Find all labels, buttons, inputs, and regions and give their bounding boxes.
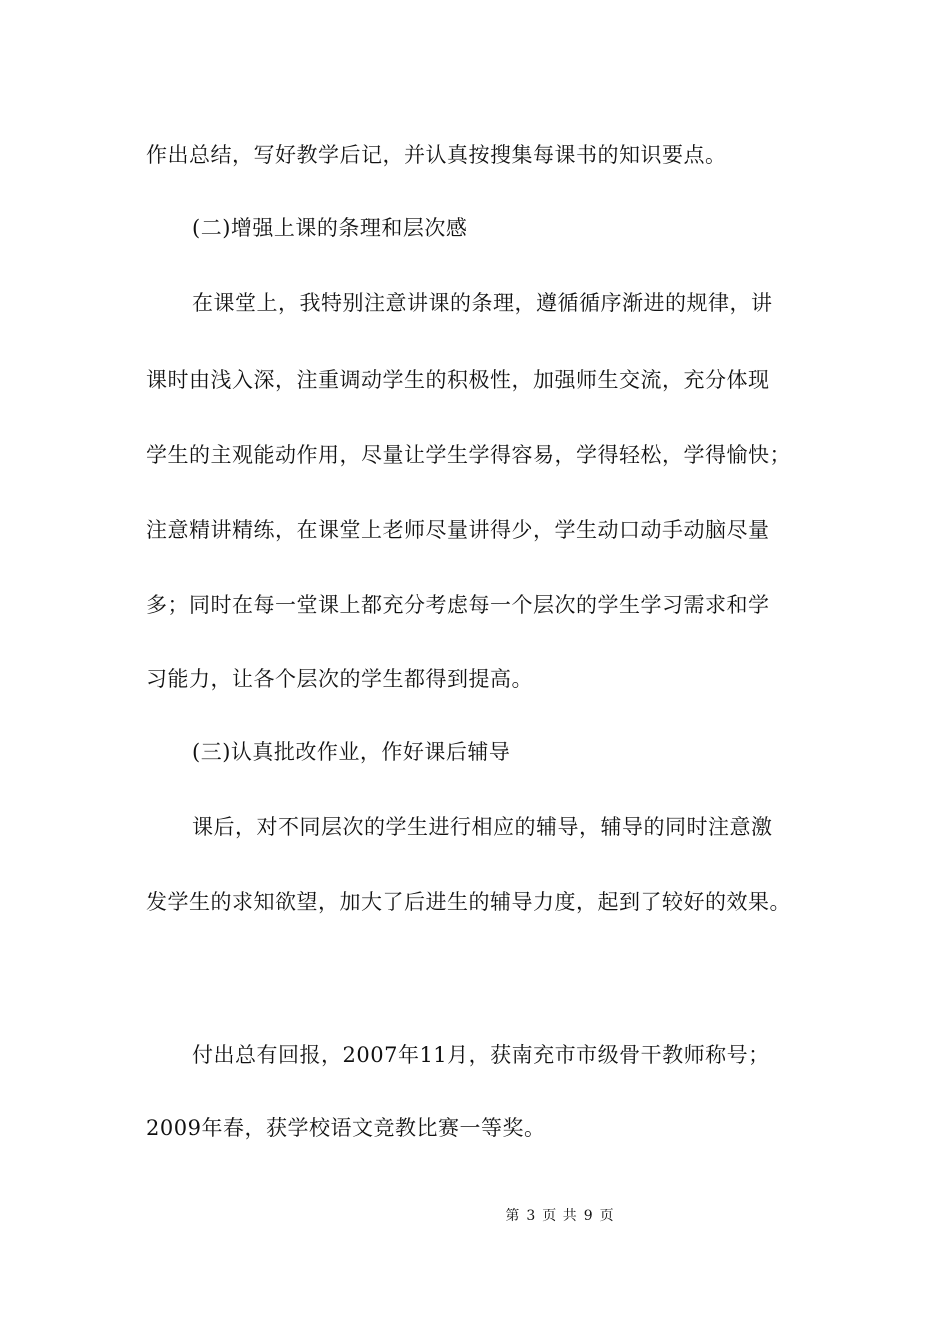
- page-number-footer: [0, 1206, 950, 1226]
- paragraph-line-7: 多；同时在每一堂课上都充分考虑每一个层次的学生学习需求和学: [146, 593, 770, 617]
- paragraph-line-10: 课后，对不同层次的学生进行相应的辅导，辅导的同时注意激: [192, 815, 773, 839]
- paragraph-line-3: 在课堂上，我特别注意讲课的条理，遵循循序渐进的规律，讲: [192, 291, 773, 315]
- paragraph-line-1: 作出总结，写好教学后记，并认真按搜集每课书的知识要点。: [146, 143, 727, 167]
- paragraph-line-6: 注意精讲精练，在课堂上老师尽量讲得少，学生动口动手动脑尽量: [146, 518, 770, 542]
- footer-suffix: 页: [599, 1208, 615, 1224]
- footer-current-page: 3: [526, 1208, 537, 1224]
- paragraph-line-4: 课时由浅入深，注重调动学生的积极性，加强师生交流，充分体现: [146, 368, 770, 392]
- footer-prefix: 第: [505, 1208, 521, 1224]
- paragraph-line-5: 学生的主观能动作用，尽量让学生学得容易，学得轻松，学得愉快；: [146, 443, 791, 467]
- paragraph-line-13: 2009年春，获学校语文竞教比赛一等奖。: [146, 1116, 546, 1140]
- paragraph-line-12: 付出总有回报，2007年11月，获南充市市级骨干教师称号；: [192, 1043, 770, 1067]
- footer-middle: 页 共: [542, 1208, 578, 1224]
- paragraph-line-11: 发学生的求知欲望，加大了后进生的辅导力度，起到了较好的效果。: [146, 890, 791, 914]
- section-heading-3: (三)认真批改作业，作好课后辅导: [192, 740, 511, 764]
- paragraph-line-8: 习能力，让各个层次的学生都得到提高。: [146, 667, 533, 691]
- section-heading-2: (二)增强上课的条理和层次感: [192, 216, 468, 240]
- footer-total-pages: 9: [583, 1208, 594, 1224]
